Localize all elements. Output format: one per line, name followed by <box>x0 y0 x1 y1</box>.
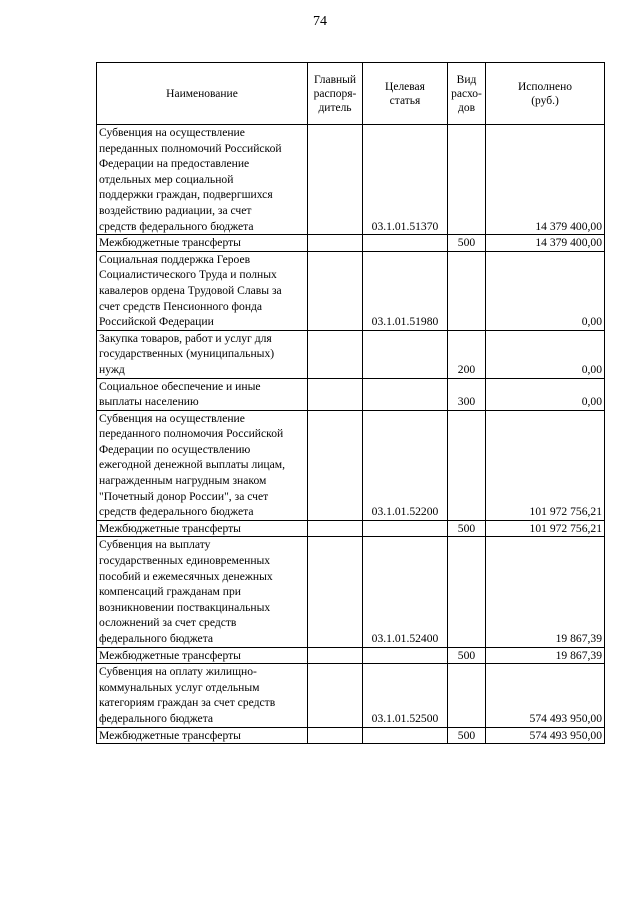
row-amount-cell: 101 972 756,21 <box>486 410 605 520</box>
row-amount-cell: 14 379 400,00 <box>486 235 605 252</box>
row-amount-cell: 574 493 950,00 <box>486 727 605 744</box>
row-amount-cell: 19 867,39 <box>486 647 605 664</box>
row-type-cell: 300 <box>448 378 486 410</box>
expenditure-table <box>96 62 605 744</box>
row-admin-cell <box>308 330 363 378</box>
row-amount-cell: 0,00 <box>486 330 605 378</box>
row-amount-cell: 0,00 <box>486 251 605 330</box>
row-target-cell: 03.1.01.52200 <box>363 410 448 520</box>
row-target-cell: 03.1.01.51370 <box>363 125 448 235</box>
row-admin-cell <box>308 647 363 664</box>
table-row <box>97 410 605 520</box>
header-admin: Главный распоря- дитель <box>308 63 363 125</box>
table-row <box>97 520 605 537</box>
header-amount: Исполнено (руб.) <box>486 63 605 125</box>
row-admin-cell <box>308 664 363 727</box>
row-target-cell: 03.1.01.52400 <box>363 537 448 647</box>
row-name-cell: Межбюджетные трансферты <box>97 520 308 537</box>
row-name-cell: Субвенция на оплату жилищно- коммунальных услуг отдельным категориям граждан за счет средств федерального бюджета <box>97 664 308 727</box>
row-name-cell: Субвенция на осуществление переданных полномочий Российской Федерации на предоставление отдельных мер социальной поддержки граждан, подвергшихся воздействию радиации, за счет средств федерального бюджета <box>97 125 308 235</box>
page-number: 74 <box>313 14 327 29</box>
row-target-cell: 03.1.01.51980 <box>363 251 448 330</box>
row-admin-cell <box>308 537 363 647</box>
table-row <box>97 664 605 727</box>
row-amount-cell: 574 493 950,00 <box>486 664 605 727</box>
table-row <box>97 330 605 378</box>
row-type-cell <box>448 664 486 727</box>
table-row <box>97 251 605 330</box>
row-admin-cell <box>308 235 363 252</box>
row-amount-cell: 0,00 <box>486 378 605 410</box>
table-row <box>97 378 605 410</box>
row-type-cell: 500 <box>448 647 486 664</box>
row-type-cell <box>448 251 486 330</box>
row-name-cell: Социальная поддержка Героев Социалистического Труда и полных кавалеров ордена Трудовой Славы за счет средств Пенсионного фонда Российской Федерации <box>97 251 308 330</box>
row-target-cell <box>363 520 448 537</box>
row-target-cell <box>363 330 448 378</box>
row-type-cell <box>448 125 486 235</box>
row-target-cell <box>363 378 448 410</box>
row-name-cell: Субвенция на осуществление переданного полномочия Российской Федерации по осуществлению ежегодной денежной выплаты лицам, награжденным нагрудным знаком "Почетный донор России", за счет средств федерального бюджета <box>97 410 308 520</box>
header-name: Наименование <box>97 63 308 125</box>
table-row <box>97 537 605 647</box>
header-target: Целевая статья <box>363 63 448 125</box>
row-amount-cell: 101 972 756,21 <box>486 520 605 537</box>
table-row <box>97 727 605 744</box>
row-admin-cell <box>308 727 363 744</box>
row-name-cell: Межбюджетные трансферты <box>97 647 308 664</box>
row-type-cell: 200 <box>448 330 486 378</box>
row-target-cell: 03.1.01.52500 <box>363 664 448 727</box>
row-name-cell: Межбюджетные трансферты <box>97 727 308 744</box>
row-type-cell: 500 <box>448 235 486 252</box>
row-admin-cell <box>308 520 363 537</box>
row-name-cell: Закупка товаров, работ и услуг для государственных (муниципальных) нужд <box>97 330 308 378</box>
row-name-cell: Межбюджетные трансферты <box>97 235 308 252</box>
row-admin-cell <box>308 125 363 235</box>
row-amount-cell: 19 867,39 <box>486 537 605 647</box>
header-type: Вид расхо- дов <box>448 63 486 125</box>
row-type-cell <box>448 537 486 647</box>
row-target-cell <box>363 727 448 744</box>
row-target-cell <box>363 235 448 252</box>
table-row <box>97 647 605 664</box>
row-type-cell <box>448 410 486 520</box>
row-name-cell: Социальное обеспечение и иные выплаты населению <box>97 378 308 410</box>
row-type-cell: 500 <box>448 520 486 537</box>
row-name-cell: Субвенция на выплату государственных единовременных пособий и ежемесячных денежных компенсаций гражданам при возникновении поствакцинальных осложнений за счет средств федерального бюджета <box>97 537 308 647</box>
row-admin-cell <box>308 251 363 330</box>
row-target-cell <box>363 647 448 664</box>
row-admin-cell <box>308 410 363 520</box>
table-row <box>97 125 605 235</box>
row-admin-cell <box>308 378 363 410</box>
table-header-row <box>97 63 605 125</box>
row-amount-cell: 14 379 400,00 <box>486 125 605 235</box>
table-row <box>97 235 605 252</box>
row-type-cell: 500 <box>448 727 486 744</box>
